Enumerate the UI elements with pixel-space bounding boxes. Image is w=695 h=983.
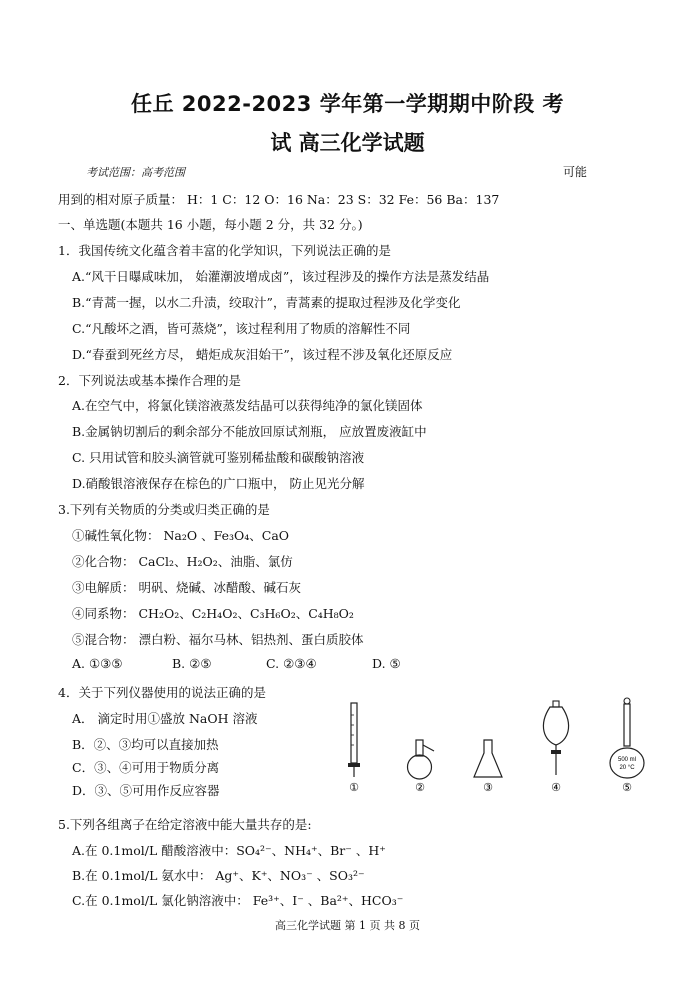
q5-option-b: B.在 0.1mol/L 氨水中： Ag⁺、K⁺、NO₃⁻ 、SO₃²⁻	[72, 868, 365, 883]
q5-option-c: C.在 0.1mol/L 氯化钠溶液中： Fe³⁺、I⁻ 、Ba²⁺、HCO₃⁻	[72, 893, 404, 908]
q1-stem: 1．我国传统文化蕴含着丰富的化学知识，下列说法正确的是	[58, 243, 391, 258]
q1-option-d: D.“春蚕到死丝方尽， 蜡炬成灰泪始干”，该过程不涉及氧化还原反应	[72, 347, 453, 362]
q3-option-b: B. ②⑤	[172, 656, 212, 671]
q4-option-d: D．③、⑤可用作反应容器	[72, 783, 220, 798]
apparatus-label-5: ⑤	[622, 781, 632, 794]
q2-stem: 2．下列说法或基本操作合理的是	[58, 373, 241, 388]
separatory-funnel-icon	[543, 701, 568, 775]
q1-option-a: A.“风干日曝咸味加， 始灌潮波增成卤”，该过程涉及的操作方法是蒸发结晶	[72, 269, 490, 284]
q4-option-c: C．③、④可用于物质分离	[72, 760, 220, 775]
q3-line-5: ⑤混合物： 漂白粉、福尔马林、铝热剂、蛋白质胶体	[72, 632, 364, 647]
q2-option-c: C. 只用试管和胶头滴管就可鉴别稀盐酸和碳酸钠溶液	[72, 450, 365, 465]
q1-option-c: C.“凡酸坏之酒，皆可蒸烧”，该过程利用了物质的溶解性不同	[72, 321, 411, 336]
q2-option-b: B.金属钠切割后的剩余部分不能放回原试剂瓶， 应放置废液缸中	[72, 424, 427, 439]
distilling-flask-icon	[408, 740, 435, 779]
exam-title-line2: 试 高三化学试题	[270, 131, 425, 155]
q2-option-a: A.在空气中，将氯化镁溶液蒸发结晶可以获得纯净的氯化镁固体	[72, 398, 423, 413]
maybe-text: 可能	[563, 165, 588, 179]
q3-line-1: ①碱性氧化物： Na₂O 、Fe₃O₄、CaO	[72, 528, 290, 543]
flask-volume-text: 500 ml	[617, 757, 637, 763]
q3-line-3: ③电解质： 明矾、烧碱、冰醋酸、碱石灰	[72, 580, 301, 595]
atomic-masses: 用到的相对原子质量： H：1 C：12 O：16 Na：23 S：32 Fe：56 Ba：137	[58, 192, 500, 207]
q1-option-b: B.“青蒿一握，以水二升渍，绞取汁”，青蒿素的提取过程涉及化学变化	[72, 295, 461, 310]
q4-stem: 4．关于下列仪器使用的说法正确的是	[58, 685, 266, 700]
burette-icon	[348, 703, 360, 777]
q3-line-4: ④同系物： CH₂O₂、C₂H₄O₂、C₃H₆O₂、C₄H₈O₂	[72, 606, 354, 621]
apparatus-label-2: ②	[415, 781, 425, 794]
q2-option-d: D.硝酸银溶液保存在棕色的广口瓶中， 防止见光分解	[72, 476, 365, 491]
apparatus-label-4: ④	[551, 781, 561, 794]
volumetric-flask-icon	[610, 698, 644, 778]
q3-stem: 3.下列有关物质的分类或归类正确的是	[58, 502, 270, 517]
q3-option-a: A. ①③⑤	[72, 656, 123, 671]
q3-option-d: D. ⑤	[372, 656, 401, 671]
section-heading: 一、单选题(本题共 16 小题，每小题 2 分，共 32 分。)	[58, 217, 363, 232]
q3-line-2: ②化合物： CaCl₂、H₂O₂、油脂、氯仿	[72, 554, 293, 569]
q3-option-c: C. ②③④	[266, 656, 317, 671]
conical-flask-icon	[474, 740, 502, 777]
exam-scope: 考试范围：高考范围	[86, 166, 185, 179]
q4-option-a: A． 滴定时用①盛放 NaOH 溶液	[72, 711, 258, 726]
q5-option-a: A.在 0.1mol/L 醋酸溶液中：SO₄²⁻、NH₄⁺、Br⁻ 、H⁺	[72, 843, 386, 858]
q5-stem: 5.下列各组离子在给定溶液中能大量共存的是:	[58, 817, 312, 832]
q4-option-b: B．②、③均可以直接加热	[72, 737, 219, 752]
page-footer: 高三化学试题 第 1 页 共 8 页	[275, 919, 420, 932]
exam-title-line1: 任丘 2022-2023 学年第一学期期中阶段 考	[130, 92, 565, 116]
apparatus-label-1: ①	[349, 781, 359, 794]
flask-temperature-text: 20 °C	[619, 765, 635, 771]
apparatus-figure	[330, 695, 650, 795]
apparatus-label-3: ③	[483, 781, 493, 794]
